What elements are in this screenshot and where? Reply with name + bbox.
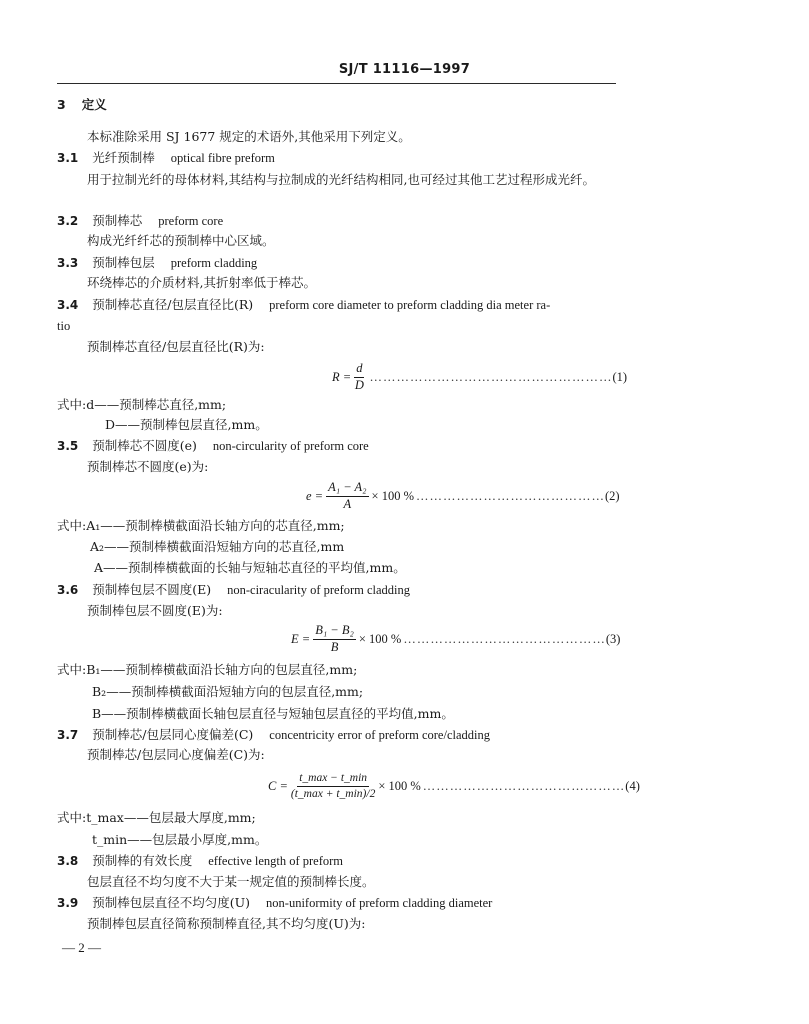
denominator: D xyxy=(354,377,364,392)
where-line: 式中:B₁——预制棒横截面沿长轴方向的包层直径,mm; xyxy=(57,662,358,677)
term-zh: 光纤预制棒 xyxy=(92,150,155,165)
clause-number: 3.1 xyxy=(57,151,79,165)
term-en: preform cladding xyxy=(170,256,258,270)
formula-lhs: e = xyxy=(306,489,324,503)
section-heading xyxy=(57,99,107,112)
definition-3-1-body xyxy=(87,168,619,191)
equation-number: (4) xyxy=(625,778,640,793)
where-line: 式中:d——预制棒芯直径,mm; xyxy=(57,397,227,412)
fraction xyxy=(354,362,364,393)
clause-number: 3.2 xyxy=(57,214,79,228)
definition-3-3-body: 环绕棒芯的介质材料,其折射率低于棒芯。 xyxy=(87,275,316,290)
definition-3-3-heading xyxy=(57,257,257,270)
definition-3-7-heading xyxy=(57,729,490,742)
term-en: non-ciracularity of preform cladding xyxy=(227,583,411,597)
where-line: A——预制棒横截面的长轴与短轴芯直径的平均值,mm。 xyxy=(94,560,406,575)
where-line: 式中:t_max——包层最大厚度,mm; xyxy=(57,810,256,825)
definition-3-4-heading xyxy=(57,299,550,312)
term-zh: 预制棒包层 xyxy=(92,255,155,270)
page-number: — 2 — xyxy=(62,940,101,955)
leader-dots: ……………………………………………… xyxy=(369,370,613,384)
where-line: B₂——预制棒横截面沿短轴方向的包层直径,mm; xyxy=(92,684,364,699)
term-en: preform core xyxy=(158,214,224,228)
formula-lead: 预制棒芯不圆度(e)为: xyxy=(87,459,209,474)
term-zh: 预制棒芯直径/包层直径比(R) xyxy=(92,297,254,312)
denominator: (t_max + t_min)/2 xyxy=(290,787,376,800)
equation-number: (1) xyxy=(612,370,628,384)
where-line: A₂——预制棒横截面沿短轴方向的芯直径,mm xyxy=(90,539,345,554)
where-line: D——预制棒包层直径,mm。 xyxy=(105,417,268,432)
formula-lead: 预制棒芯/包层同心度偏差(C)为: xyxy=(87,747,265,762)
term-en: effective length of preform xyxy=(208,854,344,868)
section-title: 定义 xyxy=(81,97,107,112)
clause-number: 3.7 xyxy=(57,728,79,742)
clause-number: 3.5 xyxy=(57,439,79,453)
leader-dots: ……………………………………… xyxy=(403,632,606,646)
intro-paragraph: 本标准除采用 SJ 1677 规定的术语外,其他采用下列定义。 xyxy=(87,129,411,144)
formula-lhs: R = xyxy=(332,370,352,384)
definition-3-2-body: 构成光纤纤芯的预制棒中心区域。 xyxy=(87,233,275,248)
percent-factor: × 100 % xyxy=(371,489,414,503)
formula-lead: 预制棒芯直径/包层直径比(R)为: xyxy=(87,339,265,354)
clause-number: 3.9 xyxy=(57,896,79,910)
definition-3-8-body: 包层直径不均匀度不大于某一规定值的预制棒长度。 xyxy=(87,874,375,889)
definition-3-8-heading xyxy=(57,855,343,868)
denominator: A xyxy=(343,496,352,511)
formula-lead: 预制棒包层不圆度(E)为: xyxy=(87,603,223,618)
term-en: preform core diameter to preform cladding dia meter ra- xyxy=(269,298,551,312)
term-en-continued: tio xyxy=(57,319,71,333)
formula-3 xyxy=(291,624,620,655)
clause-number: 3.6 xyxy=(57,583,79,597)
formula-4 xyxy=(268,772,640,800)
leader-dots: …………………………………… xyxy=(416,489,605,503)
term-zh: 预制棒芯/包层同心度偏差(C) xyxy=(92,727,254,742)
formula-lhs: C = xyxy=(268,778,288,793)
equation-number: (3) xyxy=(605,632,621,646)
definition-3-9-heading xyxy=(57,897,492,910)
fraction xyxy=(313,624,356,655)
where-line: t_min——包层最小厚度,mm。 xyxy=(92,832,268,847)
section-number: 3 xyxy=(57,97,66,112)
numerator: B₁ − B₂ xyxy=(313,624,356,640)
clause-number: 3.3 xyxy=(57,256,79,270)
formula-1 xyxy=(332,362,627,393)
fraction xyxy=(291,772,375,800)
formula-2 xyxy=(306,481,620,512)
term-zh: 预制棒芯不圆度(e) xyxy=(92,438,197,453)
definition-3-2-heading xyxy=(57,215,223,228)
term-zh: 预制棒包层不圆度(E) xyxy=(92,582,212,597)
clause-number: 3.8 xyxy=(57,854,79,868)
definition-3-9-body: 预制棒包层直径简称预制棒直径,其不均匀度(U)为: xyxy=(87,916,366,931)
document-code-header: SJ/T 11116—1997 xyxy=(338,62,471,77)
numerator: d xyxy=(354,362,364,378)
term-zh: 预制棒的有效长度 xyxy=(92,853,193,868)
term-en: concentricity error of preform core/cladding xyxy=(269,728,490,742)
where-line: 式中:A₁——预制棒横截面沿长轴方向的芯直径,mm; xyxy=(57,518,345,533)
clause-number: 3.4 xyxy=(57,298,79,312)
percent-factor: × 100 % xyxy=(358,632,402,646)
leader-dots: ……………………………………… xyxy=(422,778,626,793)
numerator: t_max − t_min xyxy=(297,772,369,787)
definition-3-6-heading xyxy=(57,584,410,597)
where-line: B——预制棒横截面长轴包层直径与短轴包层直径的平均值,mm。 xyxy=(92,706,454,721)
header-rule xyxy=(57,83,616,84)
definition-text: 用于拉制光纤的母体材料,其结构与拉制成的光纤结构相同,也可经过其他工艺过程形成光纤。 xyxy=(87,172,595,187)
equation-number: (2) xyxy=(605,489,620,503)
numerator: A₁ − A₂ xyxy=(326,481,368,497)
term-zh: 预制棒包层直径不均匀度(U) xyxy=(92,895,251,910)
percent-factor: × 100 % xyxy=(378,778,421,793)
definition-3-1-heading xyxy=(57,152,275,165)
fraction xyxy=(326,481,368,512)
term-zh: 预制棒芯 xyxy=(92,213,143,228)
formula-lhs: E = xyxy=(291,632,311,646)
term-en: non-circularity of preform core xyxy=(212,439,369,453)
term-en: non-uniformity of preform cladding diameter xyxy=(266,896,493,910)
definition-3-5-heading xyxy=(57,440,369,453)
denominator: B xyxy=(330,639,339,654)
term-en: optical fibre preform xyxy=(170,151,275,165)
